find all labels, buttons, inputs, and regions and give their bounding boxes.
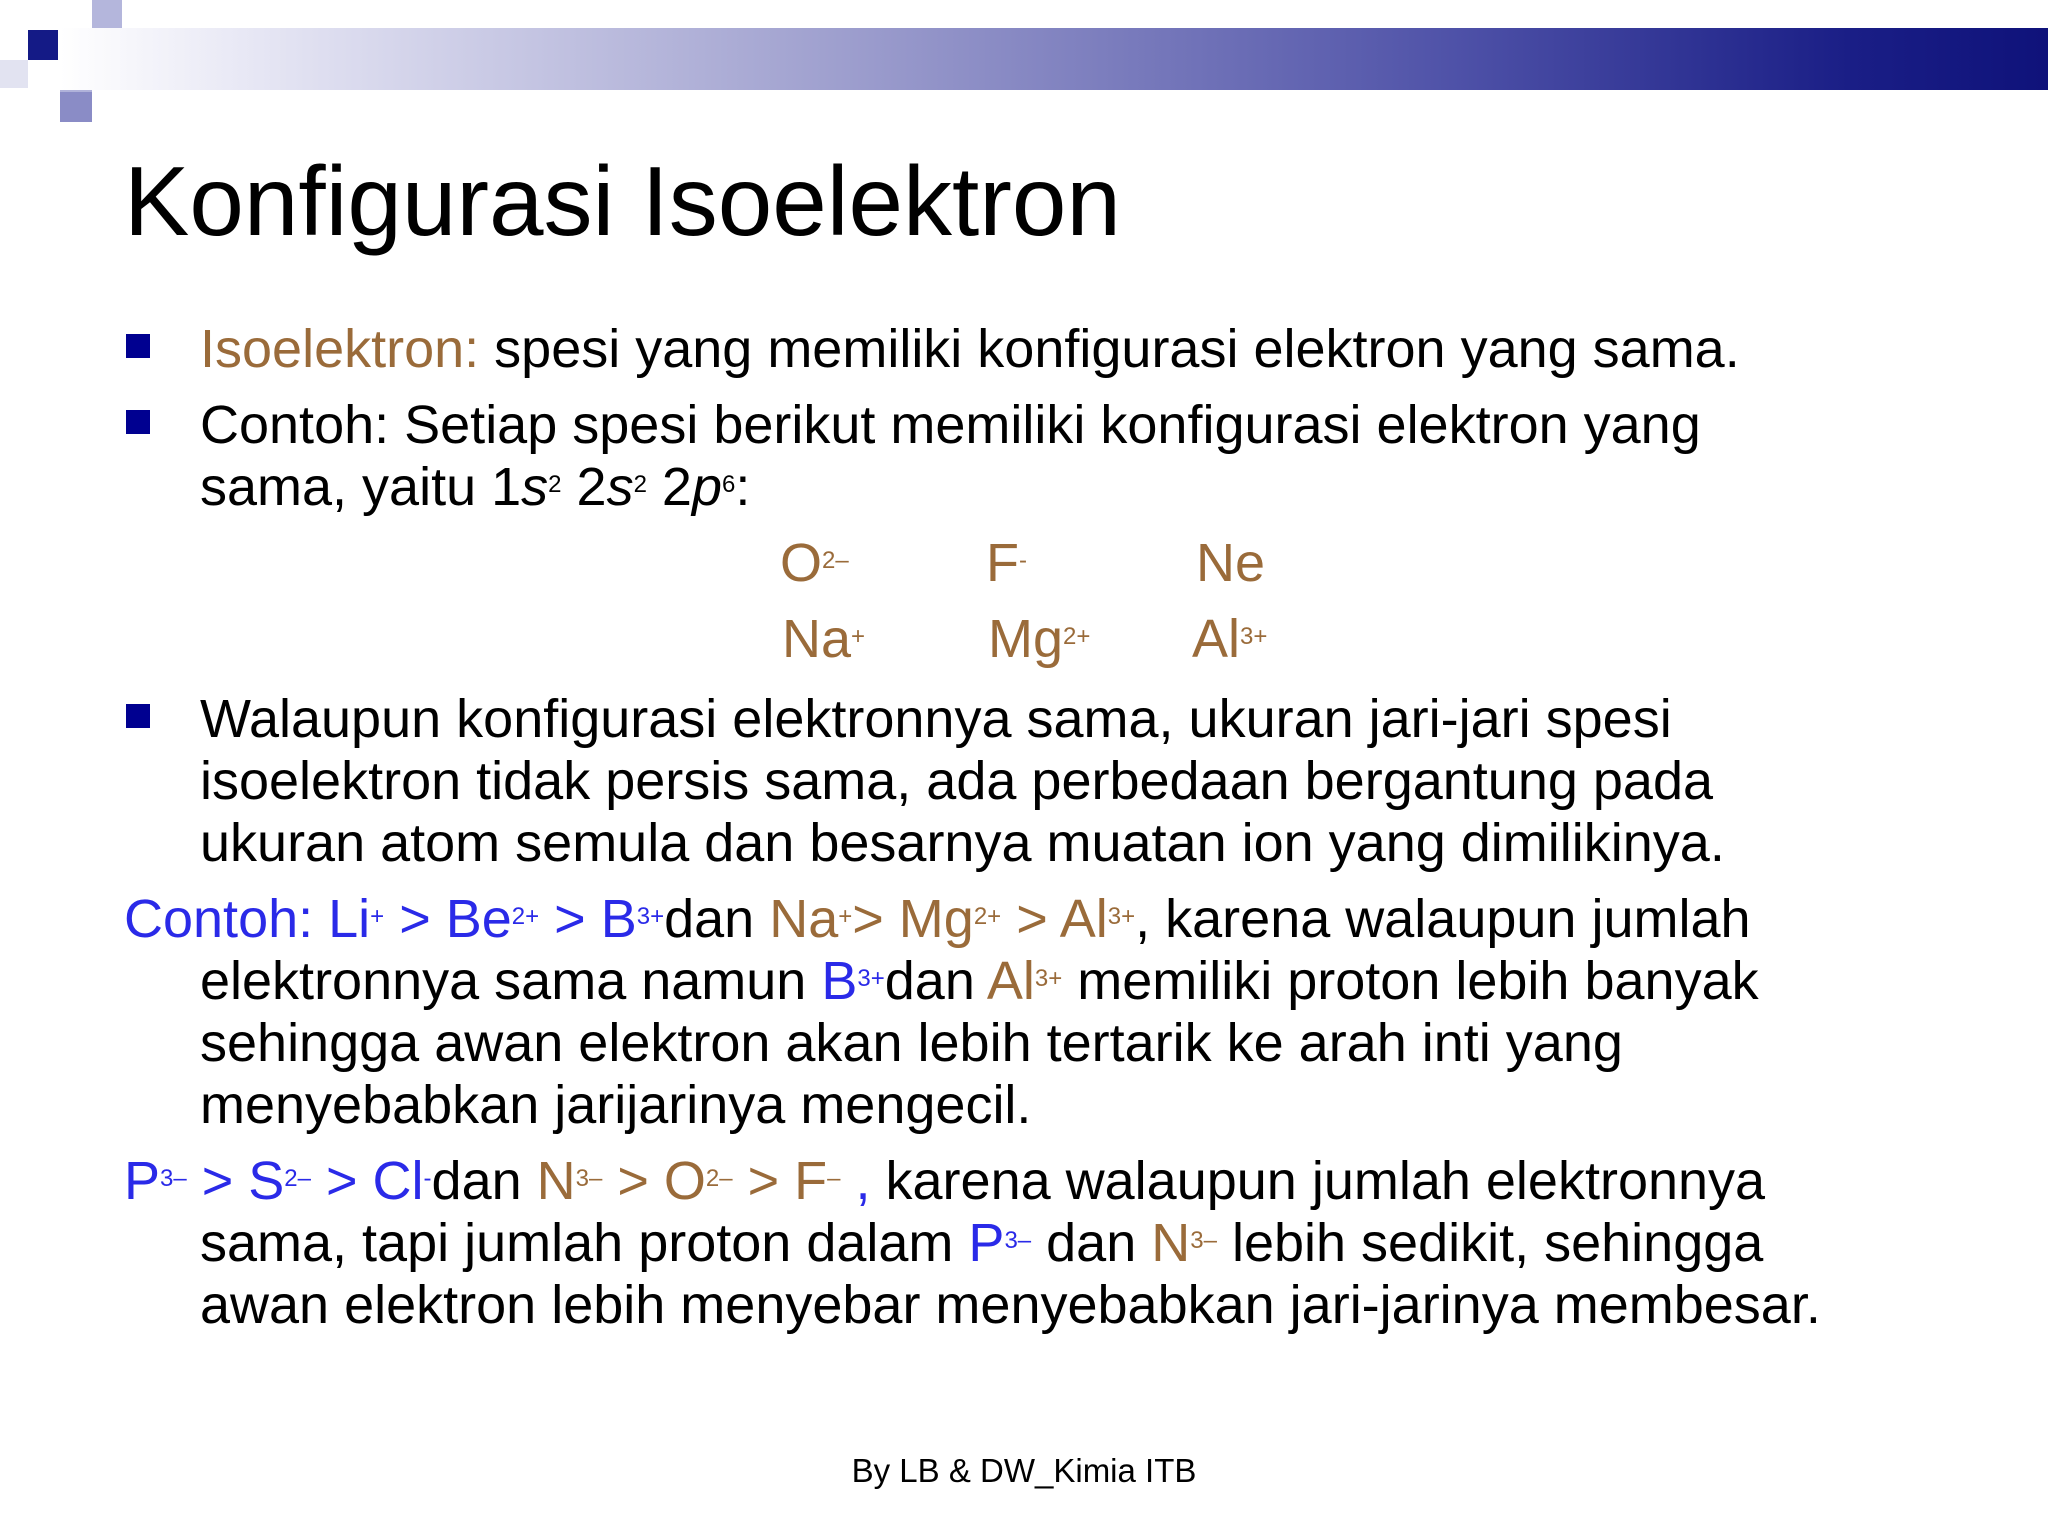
explanation-text: elektronnya sama namun — [200, 951, 822, 1011]
ion-charge: 2+ — [511, 903, 540, 930]
ion-text: > Be — [384, 889, 512, 949]
bullet-square-icon — [126, 704, 150, 728]
config-prefix: sama, yaitu 1 — [200, 457, 522, 517]
radius-note-line: Walaupun konfigurasi elektronnya sama, ukuran jari-jari spesi — [200, 689, 1672, 749]
orbital-s: s — [521, 457, 549, 517]
ion-text: > Mg — [852, 889, 974, 949]
definition-text: spesi yang memiliki konfigurasi elektron yang sama. — [479, 319, 1740, 379]
ion-charge: 2– — [822, 547, 849, 574]
example-line-1: Contoh: Setiap spesi berikut memiliki konfigurasi elektron yang — [200, 395, 1701, 455]
ion-symbol: Al — [1192, 609, 1241, 669]
explanation-text: sehingga awan elektron akan lebih tertarik ke arah inti yang — [200, 1013, 1623, 1073]
ion-charge: 3+ — [857, 965, 885, 992]
ion-symbol: F — [986, 533, 1019, 593]
ion-text: > Al — [1001, 889, 1108, 949]
connector-text: , — [840, 1151, 871, 1211]
ion-charge: 3+ — [636, 903, 665, 930]
ion-text: > Cl — [311, 1151, 424, 1211]
ion-charge: - — [423, 1165, 432, 1192]
ion-charge: 2+ — [973, 903, 1002, 930]
config-end: : — [735, 457, 751, 517]
cation-example-paragraph — [124, 888, 2004, 1136]
explanation-text: awan elektron lebih menyebar menyebabkan jari-jarinya membesar. — [200, 1275, 1821, 1335]
ion-symbol: Mg — [988, 609, 1064, 669]
ion-item — [988, 608, 1090, 670]
ion-charge: 3– — [1190, 1227, 1217, 1254]
slide-title: Konfigurasi Isoelektron — [124, 146, 1121, 256]
example-line-2 — [200, 456, 2004, 518]
ion-charge: - — [1019, 547, 1027, 574]
ion-charge: + — [370, 903, 385, 930]
ion-grid — [124, 532, 2004, 682]
connector-text: dan — [884, 951, 987, 1011]
config-mid: 2 — [561, 457, 607, 517]
ion-text: > F — [732, 1151, 828, 1211]
ion-charge: 3– — [1004, 1227, 1032, 1254]
decor-square — [0, 60, 28, 88]
ion-text: > B — [539, 889, 637, 949]
ion-charge: + — [851, 623, 866, 650]
ion-symbol: Na — [782, 609, 852, 669]
anion-example-paragraph — [124, 1150, 2004, 1336]
slide-footer: By LB & DW_Kimia ITB — [851, 1452, 1197, 1489]
explanation-text: , karena walaupun jumlah — [1135, 889, 1751, 949]
ion-text: Na — [769, 889, 839, 949]
connector-text: dan — [664, 889, 770, 949]
ion-text: B — [821, 951, 858, 1011]
bullet-square-icon — [126, 334, 150, 358]
explanation-text: sama, tapi jumlah proton dalam — [200, 1213, 969, 1273]
bullet-example — [124, 394, 2004, 518]
ion-symbol: O — [780, 533, 823, 593]
ion-text: Contoh: Li — [124, 889, 371, 949]
ion-charge: 3+ — [1240, 623, 1268, 650]
ion-text: N — [1151, 1213, 1191, 1273]
header-gradient-bar — [60, 28, 2048, 90]
radius-note-line: isoelektron tidak persis sama, ada perbedaan bergantung pada — [200, 751, 1714, 811]
ion-item — [1196, 532, 1265, 594]
explanation-text: memiliki proton lebih banyak — [1062, 951, 1759, 1011]
connector-text: dan — [431, 1151, 537, 1211]
ion-text: N — [536, 1151, 576, 1211]
decor-square — [92, 0, 122, 30]
ion-text: P — [968, 1213, 1005, 1273]
connector-text: dan — [1031, 1213, 1152, 1273]
orbital-sup: 2 — [548, 471, 562, 498]
radius-note-line: ukuran atom semula dan besarnya muatan ion yang dimilikinya. — [200, 813, 1725, 873]
explanation-text: menyebabkan jarijarinya mengecil. — [200, 1075, 1032, 1135]
ion-charge: 2– — [705, 1165, 733, 1192]
slide-content — [124, 318, 2004, 1350]
term-isoelektron: Isoelektron: — [200, 319, 480, 379]
ion-charge: 3– — [575, 1165, 603, 1192]
bullet-square-icon — [126, 410, 150, 434]
ion-charge: 3+ — [1034, 965, 1063, 992]
ion-text: P — [124, 1151, 161, 1211]
bullet-radius-note — [124, 688, 2004, 874]
decor-square — [28, 30, 58, 60]
explanation-text: karena walaupun jumlah elektronnya — [870, 1151, 1766, 1211]
ion-charge: 2– — [284, 1165, 311, 1192]
ion-item — [780, 532, 849, 594]
ion-symbol: Ne — [1196, 533, 1266, 593]
ion-text: > S — [186, 1151, 285, 1211]
orbital-p: p — [691, 457, 723, 517]
ion-text: > O — [602, 1151, 706, 1211]
ion-item — [782, 608, 865, 670]
ion-charge: 3– — [160, 1165, 187, 1192]
config-mid: 2 — [646, 457, 692, 517]
ion-charge: + — [838, 903, 853, 930]
ion-charge: – — [827, 1165, 841, 1192]
ion-text: Al — [986, 951, 1035, 1011]
orbital-s: s — [606, 457, 634, 517]
orbital-sup: 6 — [722, 471, 736, 498]
ion-charge: 3+ — [1107, 903, 1136, 930]
explanation-text: lebih sedikit, sehingga — [1216, 1213, 1764, 1273]
ion-item — [986, 532, 1027, 594]
decor-square — [60, 92, 92, 122]
bullet-definition — [124, 318, 2004, 380]
orbital-sup: 2 — [633, 471, 647, 498]
ion-charge: 2+ — [1063, 623, 1091, 650]
ion-item — [1192, 608, 1267, 670]
